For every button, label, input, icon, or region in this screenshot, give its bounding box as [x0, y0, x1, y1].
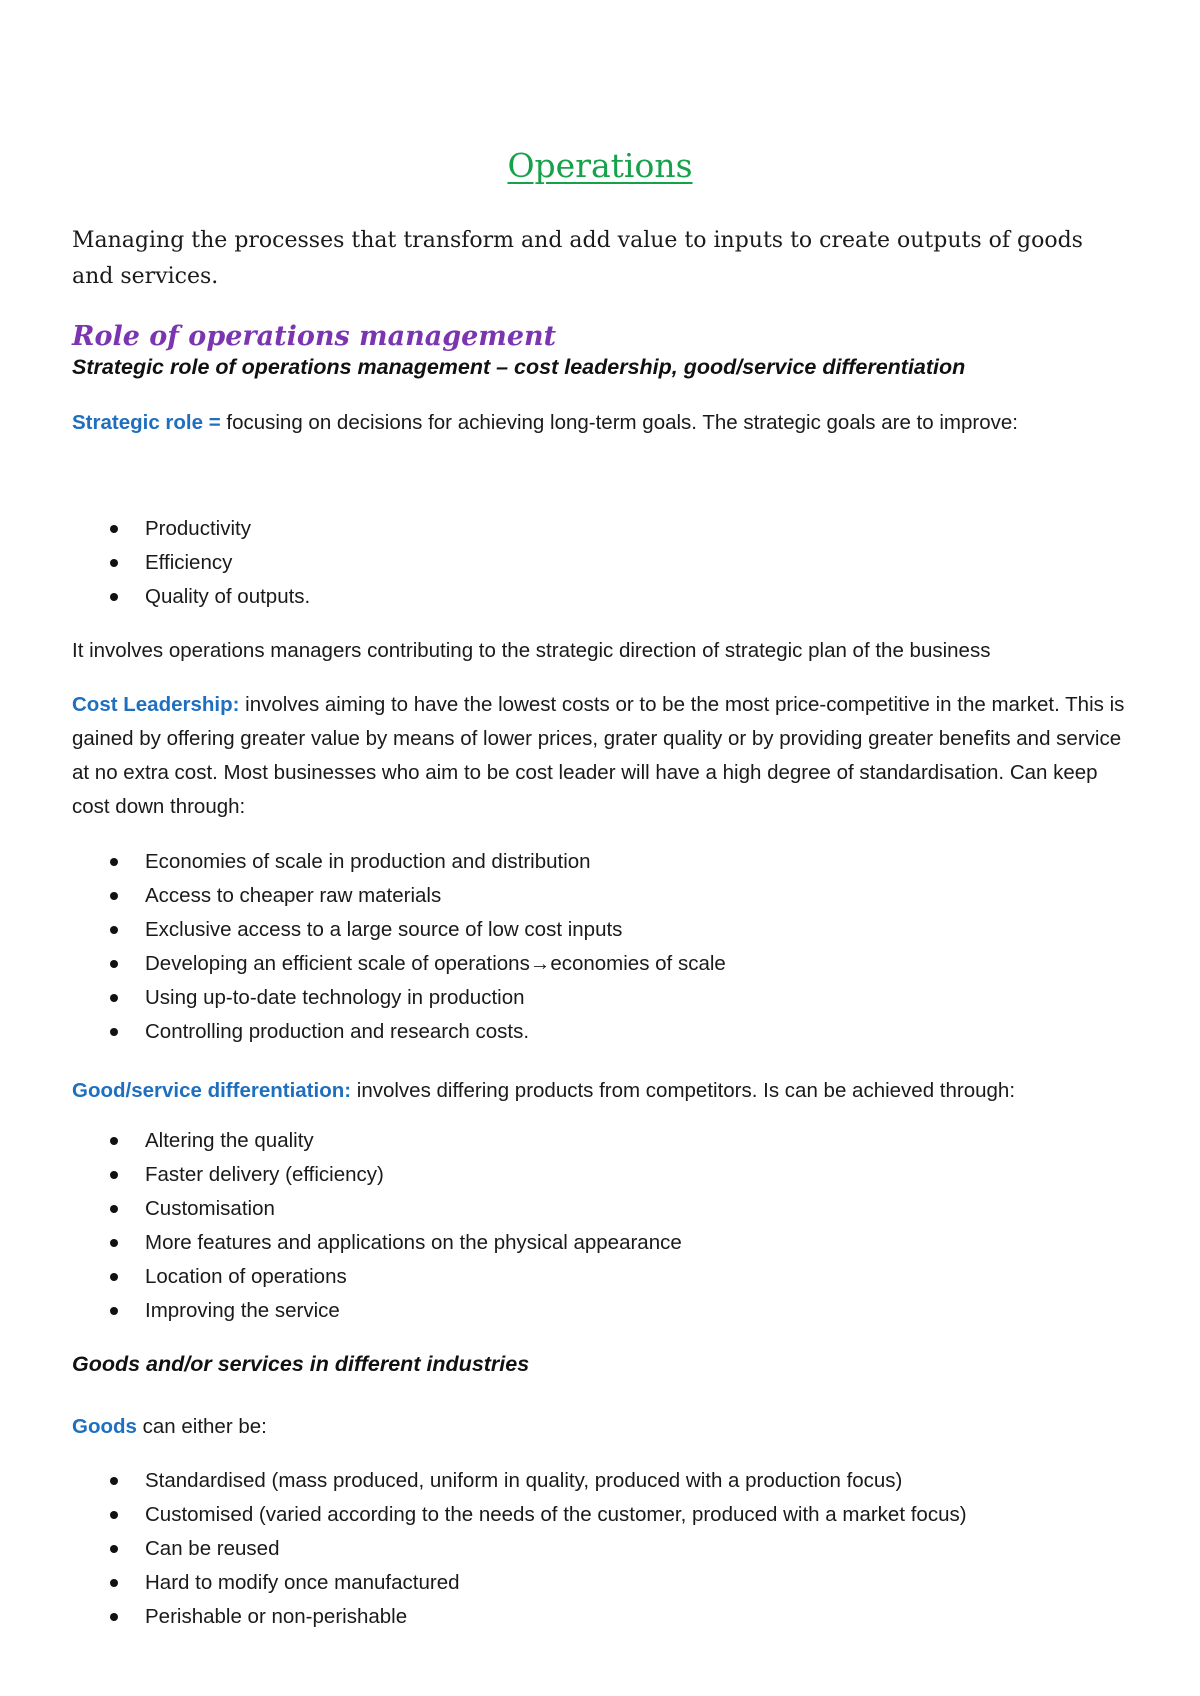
bullet-icon — [110, 1205, 118, 1213]
bullet-icon — [110, 1273, 118, 1281]
list-item — [72, 1498, 1128, 1532]
list-item-label: Economies of scale in production and distribution — [145, 850, 591, 873]
list-item-label: Developing an efficient scale of operations→economies of scale — [145, 952, 726, 975]
list-item-label: More features and applications on the physical appearance — [145, 1231, 682, 1254]
list-item — [72, 879, 1128, 913]
list-item — [72, 1294, 1128, 1328]
list-item — [72, 981, 1128, 1015]
list-item — [72, 1260, 1128, 1294]
list-item — [72, 1226, 1128, 1260]
list-item-label: Hard to modify once manufactured — [145, 1571, 460, 1594]
bullet-icon — [110, 1613, 118, 1621]
bullet-icon — [110, 525, 118, 533]
list-item — [72, 1464, 1128, 1498]
list-item-label: Standardised (mass produced, uniform in quality, produced with a production focus) — [145, 1469, 903, 1492]
strategic-role-text: focusing on decisions for achieving long-term goals. The strategic goals are to improve: — [220, 411, 1018, 434]
differentiation-paragraph — [72, 1074, 1128, 1108]
list-item — [72, 1015, 1128, 1049]
list-item-label: Controlling production and research costs. — [145, 1020, 530, 1043]
cost-leadership-term: Cost Leadership: — [72, 693, 240, 716]
list-item-label: Access to cheaper raw materials — [145, 884, 442, 907]
goods-term: Goods — [72, 1415, 137, 1438]
bullet-icon — [110, 1028, 118, 1036]
list-item-label: Efficiency — [145, 551, 233, 574]
strategic-role-term: Strategic role = — [72, 411, 221, 434]
list-item-label: Improving the service — [145, 1299, 340, 1322]
list-item — [72, 512, 1128, 546]
list-item — [72, 580, 1128, 614]
list-item-label: Location of operations — [145, 1265, 347, 1288]
list-item — [72, 1124, 1128, 1158]
bullet-icon — [110, 1137, 118, 1145]
list-item — [72, 913, 1128, 947]
bullet-icon — [110, 559, 118, 567]
list-item — [72, 1158, 1128, 1192]
list-item-label: Exclusive access to a large source of low cost inputs — [145, 918, 623, 941]
bullet-icon — [110, 1307, 118, 1315]
bullet-icon — [110, 858, 118, 866]
list-item — [72, 947, 1128, 981]
strategic-goals-list — [72, 512, 1128, 614]
strategic-direction-paragraph: It involves operations managers contributing to the strategic direction of strategic plan of the business — [72, 639, 991, 662]
goods-list — [72, 1464, 1128, 1634]
bullet-icon — [110, 1477, 118, 1485]
cost-leadership-paragraph — [72, 688, 1128, 824]
bullet-icon — [110, 1239, 118, 1247]
bullet-icon — [110, 960, 118, 968]
list-item-label: Altering the quality — [145, 1129, 314, 1152]
bullet-icon — [110, 1579, 118, 1587]
list-item-label: Perishable or non-perishable — [145, 1605, 408, 1628]
intro-paragraph: Managing the processes that transform and add value to inputs to create outputs of goods and services. — [72, 228, 1083, 289]
cost-leadership-list — [72, 845, 1128, 1049]
goods-text: can either be: — [136, 1415, 267, 1438]
list-item-label: Quality of outputs. — [145, 585, 311, 608]
differentiation-list — [72, 1124, 1128, 1328]
list-item-label: Customisation — [145, 1197, 275, 1220]
strategic-role-paragraph — [72, 406, 1128, 440]
list-item — [72, 1192, 1128, 1226]
list-item-label: Using up-to-date technology in production — [145, 986, 525, 1009]
differentiation-term: Good/service differentiation: — [72, 1079, 352, 1102]
bullet-icon — [110, 1171, 118, 1179]
list-item — [72, 845, 1128, 879]
strategic-heading: Strategic role of operations management – cost leadership, good/service differentiation — [72, 355, 966, 379]
document-title: Operations — [507, 146, 693, 185]
cost-leadership-text: involves aiming to have the lowest costs or to be the most price-competitive in the market. This is gained by offering greater value by means of lower prices, grater quality or by providing greater benefits and service at no extra cost. Most businesses who aim to be cost leader will have a high degree of standardisation. Can keep cost down through: — [72, 693, 1125, 818]
bullet-icon — [110, 593, 118, 601]
list-item — [72, 1600, 1128, 1634]
bullet-icon — [110, 892, 118, 900]
goods-paragraph — [72, 1410, 1128, 1444]
bullet-icon — [110, 994, 118, 1002]
list-item-label: Can be reused — [145, 1537, 280, 1560]
list-item — [72, 546, 1128, 580]
list-item-label: Productivity — [145, 517, 251, 540]
list-item-label: Faster delivery (efficiency) — [145, 1163, 384, 1186]
industries-heading: Goods and/or services in different industries — [72, 1352, 530, 1376]
list-item-label: Customised (varied according to the needs of the customer, produced with a market focus) — [145, 1503, 967, 1526]
bullet-icon — [110, 1545, 118, 1553]
bullet-icon — [110, 926, 118, 934]
differentiation-text: involves differing products from competitors. Is can be achieved through: — [351, 1079, 1016, 1102]
list-item — [72, 1532, 1128, 1566]
section-heading: Role of operations management — [72, 321, 557, 352]
list-item — [72, 1566, 1128, 1600]
bullet-icon — [110, 1511, 118, 1519]
